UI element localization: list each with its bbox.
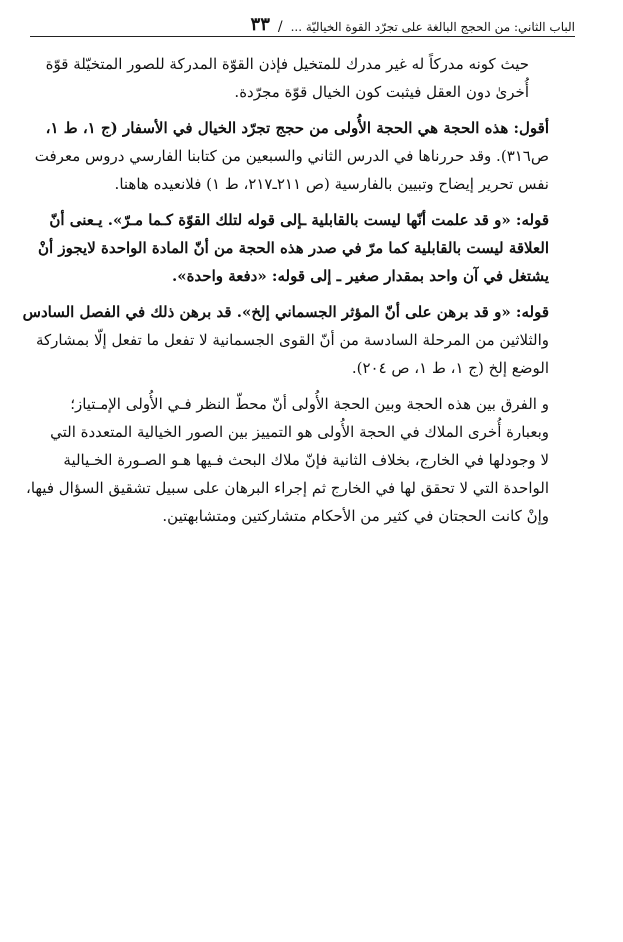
text-line: قوله: «و قد برهن على أنّ المؤثر الجسماني إلخ». قد برهن ذلك في الفصل السادس bbox=[22, 303, 549, 321]
text-line: العلاقة ليست بالقابلية كما مرّ في صدر هذه الحجة من أنّ المادة الواحدة لايجوز أنْ bbox=[37, 239, 549, 257]
text-line: حيث كونه مدركاً له غير مدرك للمتخيل فإذن القوّة المدركة للصور المتخيّلة قوّة bbox=[45, 55, 529, 73]
text-line: نفس تحرير إيضاح وتبيين بالفارسية (ص ٢١١ـ٢١٧، ط ١) فلانعيده هاهنا. bbox=[114, 175, 549, 193]
paragraph bbox=[37, 206, 549, 290]
text-line: الواحدة التي لا تحقق لها في الخارج ثم إجراء البرهان على سبيل تشقيق السؤال فيها، bbox=[25, 479, 549, 497]
text-line: وبعبارة أُخرى الملاك في الحجة الأُولى هو التمييز بين الصور الخيالية المتعددة التي bbox=[50, 423, 549, 441]
text-line: يشتغل في آن واحد بمقدار صغير ـ إلى قوله: «دفعة واحدة». bbox=[171, 267, 549, 285]
text-line: لا وجودلها في الخارج، بخلاف الثانية فإنّ ملاك البحث فـيها هـو الصـورة الخـيالية bbox=[63, 451, 549, 469]
running-title: الباب الثاني: من الحجج البالغة على تجرّد القوة الخياليّة ... bbox=[290, 20, 575, 34]
running-header bbox=[30, 4, 575, 34]
header-separator: / bbox=[277, 19, 283, 35]
paragraph bbox=[25, 390, 549, 530]
paragraph bbox=[34, 114, 549, 198]
text-line: و الفرق بين هذه الحجة وبين الحجة الأُولى أنّ محطّ النظر فـي الأُولى الإمـتياز؛ bbox=[70, 395, 549, 413]
page-number: ٣٣ bbox=[250, 14, 270, 35]
text-line: ص٣١٦). وقد حررناها في الدرس الثاني والسبعين من كتابنا الفارسي دروس معرفت bbox=[34, 147, 549, 165]
text-line: الوضع إلخ (ج ١، ط ١، ص ٢٠٤). bbox=[351, 359, 549, 377]
text-line: قوله: «و قد علمت أنّها ليست بالقابلية ـإلى قوله لتلك القوّة كـما مـرّ». يـعنى أنّ bbox=[49, 211, 549, 229]
paragraph bbox=[45, 50, 529, 106]
body-text bbox=[22, 50, 549, 538]
text-line: والثلاثين من المرحلة السادسة من أنّ القوى الجسمانية لا تفعل ما تفعل إلّا بمشاركة bbox=[35, 331, 549, 349]
text-line: وإنْ كانت الحجتان في كثير من الأحكام متشاركتين ومتشابهتين. bbox=[162, 507, 549, 525]
paragraph bbox=[22, 298, 549, 382]
text-line: أقول: هذه الحجة هي الحجة الأُولى من حجج تجرّد الخيال في الأسفار (ج ١، ط ١، bbox=[45, 119, 549, 137]
text-line: أُخرىٰ دون العقل فيثبت كون الخيال قوّة مجرّدة. bbox=[234, 83, 529, 101]
header-rule bbox=[30, 36, 575, 37]
